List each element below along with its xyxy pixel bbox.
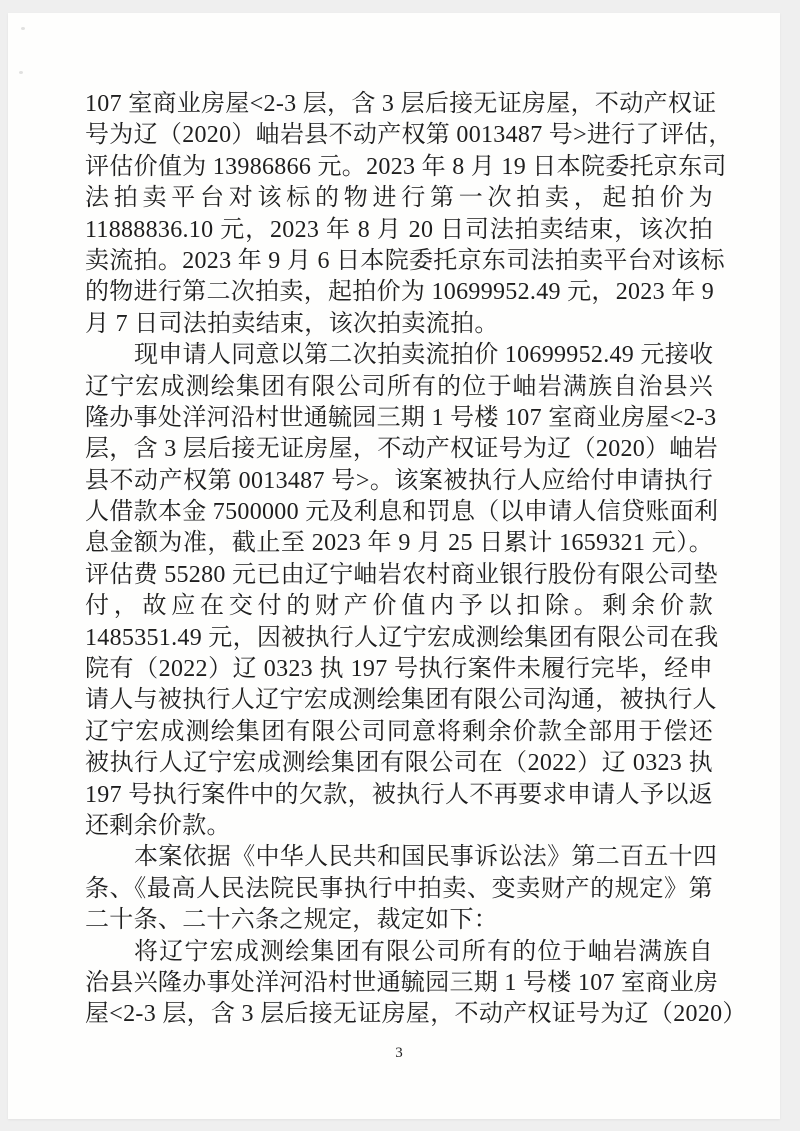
text-line: 107 室商业房屋<2-3 层，含 3 层后接无证房屋，不动产权证 — [85, 91, 717, 117]
page-number: 3 — [395, 1045, 403, 1061]
text-line: 被执行人辽宁宏成测绘集团有限公司在（2022）辽 0323 执 — [85, 750, 713, 777]
text-line: 11888836.10 元，2023 年 8 月 20 日司法拍卖结束，该次拍 — [85, 216, 713, 243]
text-line: 的物进行第二次拍卖，起拍价为 10699952.49 元，2023 年 9 — [85, 279, 715, 306]
text-line: 还剩余价款。 — [85, 812, 231, 839]
text-line: 号为辽（2020）岫岩县不动产权第 0013487 号>进行了评估， — [85, 122, 733, 149]
text-line: 卖流拍。2023 年 9 月 6 日本院委托京东司法拍卖平台对该标 — [85, 247, 725, 274]
scan-speck — [21, 27, 25, 30]
text-line: 197 号执行案件中的欠款，被执行人不再要求申请人予以返 — [85, 781, 713, 808]
text-line: 治县兴隆办事处洋河沿村世通毓园三期 1 号楼 107 室商业房 — [85, 969, 719, 996]
document-page — [8, 13, 780, 1119]
text-line: 评估费 55280 元已由辽宁岫岩农村商业银行股份有限公司垫 — [85, 561, 718, 588]
text-line: 现申请人同意以第二次拍卖流拍价 10699952.49 元接收 — [134, 342, 714, 369]
text-line: 二十条、二十六条之规定，裁定如下： — [85, 907, 499, 934]
text-line: 层，含 3 层后接无证房屋，不动产权证号为辽（2020）岫岩 — [85, 436, 718, 463]
scan-speck — [19, 71, 23, 74]
text-line: 屋<2-3 层，含 3 层后接无证房屋，不动产权证号为辽（2020） — [85, 1001, 747, 1028]
text-line: 隆办事处洋河沿村世通毓园三期 1 号楼 107 室商业房屋<2-3 — [85, 404, 717, 431]
text-line: 法拍卖平台对该标的物进行第一次拍卖，起拍价为 — [85, 185, 713, 212]
text-line: 县不动产权第 0013487 号>。该案被执行人应给付申请执行 — [85, 467, 713, 494]
text-line: 月 7 日司法拍卖结束，该次拍卖流拍。 — [85, 310, 499, 337]
text-line: 请人与被执行人辽宁宏成测绘集团有限公司沟通，被执行人 — [85, 687, 717, 714]
text-line: 人借款本金 7500000 元及利息和罚息（以申请人信贷账面利 — [85, 499, 719, 526]
text-line: 本案依据《中华人民共和国民事诉讼法》第二百五十四 — [134, 844, 718, 871]
text-line: 辽宁宏成测绘集团有限公司同意将剩余价款全部用于偿还 — [85, 718, 713, 745]
text-line: 辽宁宏成测绘集团有限公司所有的位于岫岩满族自治县兴 — [85, 373, 713, 400]
text-line: 院有（2022）辽 0323 执 197 号执行案件未履行完毕，经申 — [85, 656, 713, 683]
text-line: 1485351.49 元，因被执行人辽宁宏成测绘集团有限公司在我 — [85, 624, 719, 651]
text-line: 条、《最高人民法院民事执行中拍卖、变卖财产的规定》第 — [85, 875, 713, 902]
text-line: 将辽宁宏成测绘集团有限公司所有的位于岫岩满族自 — [134, 938, 713, 965]
text-line: 付，故应在交付的财产价值内予以扣除。剩余价款 — [85, 593, 713, 620]
ruling-text-body — [85, 89, 747, 1031]
text-line: 息金额为准，截止至 2023 年 9 月 25 日累计 1659321 元）。 — [85, 530, 713, 557]
text-line: 评估价值为 13986866 元。2023 年 8 月 19 日本院委托京东司 — [85, 153, 727, 180]
